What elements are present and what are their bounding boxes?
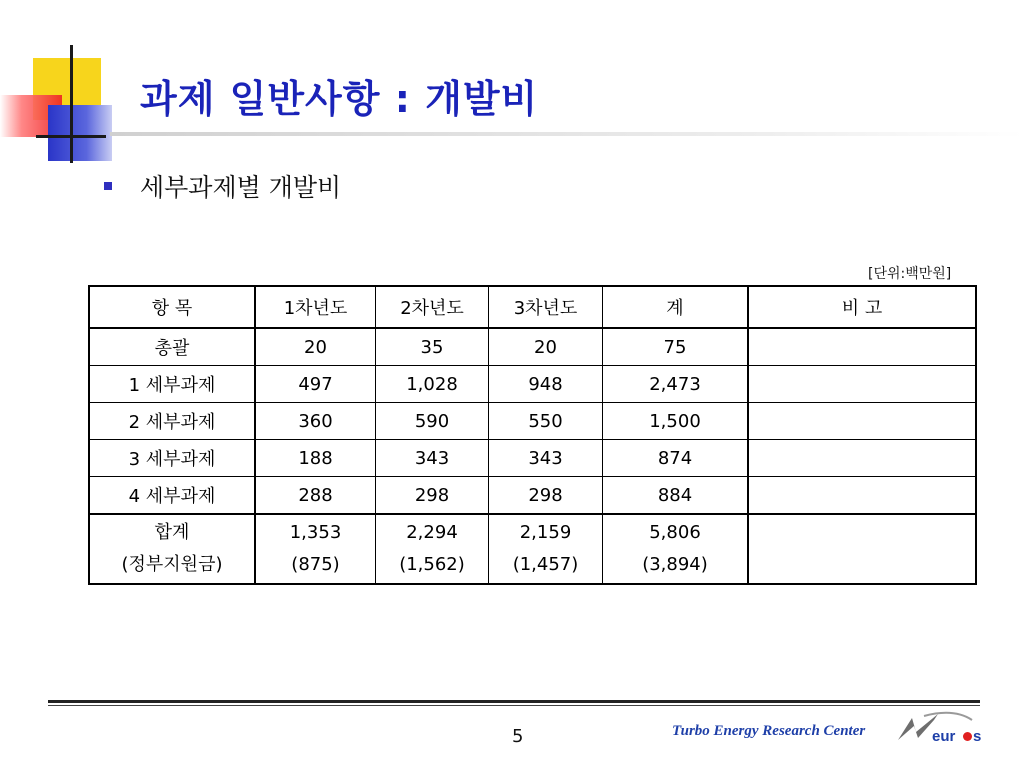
cell-year1: 188 (255, 440, 376, 477)
cell-note (748, 328, 976, 366)
header-note: 비 고 (748, 286, 976, 328)
logo-arc-icon (924, 713, 972, 720)
table-total-row (89, 514, 976, 584)
total-year1-cell (255, 514, 376, 584)
cell-note (748, 403, 976, 440)
cell-year3: 550 (489, 403, 603, 440)
unit-note: [단위:백만원] (868, 266, 952, 282)
total-year1-gov: (875) (291, 554, 340, 575)
table-header-row (89, 286, 976, 328)
total-sum-cell (603, 514, 749, 584)
cell-year2: 298 (376, 477, 489, 515)
total-note-cell (748, 514, 976, 584)
total-year3-gov: (1,457) (512, 554, 579, 575)
total-year3-cell (489, 514, 603, 584)
logo-text-suffix: s (973, 728, 982, 745)
cell-item: 4 세부과제 (89, 477, 255, 515)
cell-item: 1 세부과제 (89, 366, 255, 403)
table-row (89, 403, 976, 440)
cell-item: 총괄 (89, 328, 255, 366)
logo-blue-square (48, 105, 112, 161)
header-year2: 2차년도 (376, 286, 489, 328)
table-row (89, 477, 976, 515)
cell-note (748, 366, 976, 403)
neuros-logo (894, 710, 984, 746)
header-item: 항 목 (89, 286, 255, 328)
logo-horizontal-line (36, 135, 106, 138)
title-divider (110, 132, 1024, 136)
cell-note (748, 440, 976, 477)
total-sum: 5,806 (649, 522, 701, 543)
total-label-cell (89, 514, 255, 584)
cell-year2: 35 (376, 328, 489, 366)
table-row (89, 328, 976, 366)
logo-vertical-line (70, 45, 73, 163)
cell-year2: 1,028 (376, 366, 489, 403)
total-year2: 2,294 (406, 522, 458, 543)
cell-item: 3 세부과제 (89, 440, 255, 477)
total-gov-label: (정부지원금) (121, 554, 223, 575)
cell-sum: 2,473 (603, 366, 749, 403)
table-row (89, 440, 976, 477)
footer-divider-thin (48, 705, 980, 706)
cell-sum: 75 (603, 328, 749, 366)
footer-organization: Turbo Energy Research Center (672, 723, 866, 739)
cell-year2: 590 (376, 403, 489, 440)
cell-year2: 343 (376, 440, 489, 477)
cell-year3: 20 (489, 328, 603, 366)
cell-year1: 360 (255, 403, 376, 440)
cell-year1: 288 (255, 477, 376, 515)
logo-dot-icon (963, 732, 972, 741)
cell-item: 2 세부과제 (89, 403, 255, 440)
header-year3: 3차년도 (489, 286, 603, 328)
page-number: 5 (512, 726, 524, 747)
cell-year3: 948 (489, 366, 603, 403)
total-year2-gov: (1,562) (399, 554, 465, 575)
total-sum-gov: (3,894) (642, 554, 708, 575)
total-year1: 1,353 (289, 522, 342, 543)
logo-text-prefix: eur (932, 728, 956, 745)
cell-sum: 874 (603, 440, 749, 477)
header-year1: 1차년도 (255, 286, 376, 328)
cell-year1: 497 (255, 366, 376, 403)
cell-year3: 343 (489, 440, 603, 477)
footer-divider (48, 700, 980, 703)
cell-sum: 1,500 (603, 403, 749, 440)
cell-year3: 298 (489, 477, 603, 515)
total-label: 합계 (154, 522, 190, 543)
cell-sum: 884 (603, 477, 749, 515)
table-row (89, 366, 976, 403)
bullet-text: 세부과제별 개발비 (140, 173, 342, 202)
header-sum: 계 (603, 286, 749, 328)
slide-title: 과제 일반사항 : 개발비 (140, 77, 539, 121)
development-cost-table (88, 285, 977, 585)
bullet-square-icon (104, 182, 112, 190)
total-year3: 2,159 (519, 522, 572, 543)
total-year2-cell (376, 514, 489, 584)
cell-note (748, 477, 976, 515)
cell-year1: 20 (255, 328, 376, 366)
